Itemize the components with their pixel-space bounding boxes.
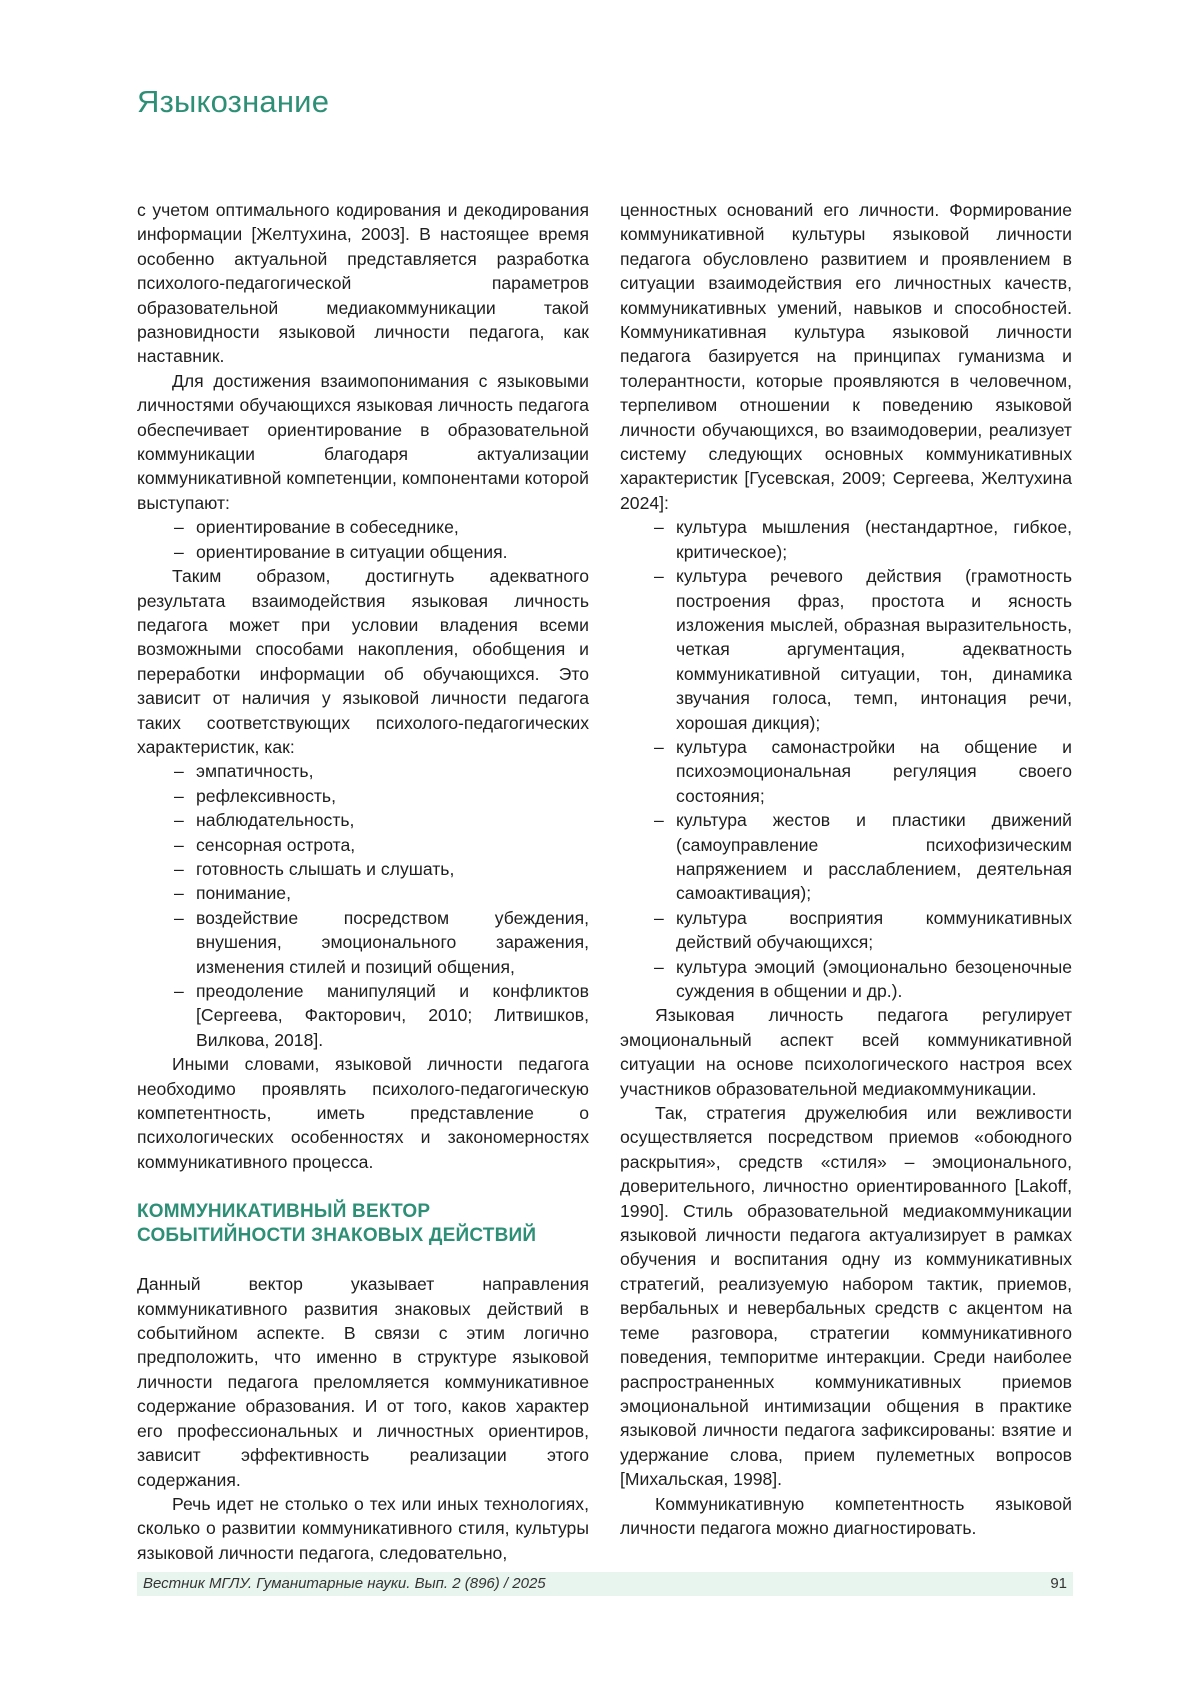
bullet-list xyxy=(620,515,1072,1003)
right-column xyxy=(620,198,1072,1540)
list-item: – культура жестов и пластики движений (самоуправление психофизическим напряжением и расслаблением, деятельная самоактивация); xyxy=(620,808,1072,906)
paragraph: Иными словами, языковой личности педагога необходимо проявлять психолого-педагогическую компетентность, иметь представление о психологических особенностях и закономерностях коммуникативного процесса. xyxy=(137,1054,589,1172)
paragraph: Языковая личность педагога регулирует эмоциональный аспект всей коммуникативной ситуации на основе психологического настроя всех участников образовательной медиакоммуникации. xyxy=(620,1005,1072,1099)
list-item: – преодоление манипуляций и конфликтов [Сергеева, Факторович, 2010; Литвишков, Вилкова, 2018]. xyxy=(137,979,589,1052)
list-item: – воздействие посредством убеждения, внушения, эмоционального заражения, изменения стилей и позиций общения, xyxy=(137,906,589,979)
left-column xyxy=(137,198,589,1565)
list-item: – готовность слышать и слушать, xyxy=(137,857,589,881)
list-item: – культура мышления (нестандартное, гибкое, критическое); xyxy=(620,515,1072,564)
paragraph: Коммуникативную компетентность языковой личности педагога можно диагностировать. xyxy=(620,1493,1072,1538)
list-item: – понимание, xyxy=(137,881,589,905)
page-footer xyxy=(137,1572,1073,1596)
list-item: – культура восприятия коммуникативных действий обучающихся; xyxy=(620,906,1072,955)
bullet-list xyxy=(137,759,589,1052)
paragraph: Для достижения взаимопонимания с языковыми личностями обучающихся языковая личность педагога обеспечивает ориентирование в образовательной коммуникации благодаря актуализации коммуникативной компетенции, компонентами которой выступают: xyxy=(137,370,589,513)
paragraph: Данный вектор указывает направления коммуникативного развития знаковых действий в событийном аспекте. В связи с этим логично предположить, что именно в структуре языковой личности педагога преломляется коммуникативное содержание образования. И от того, каков характер его профессиональных и личностных ориентиров, зависит эффективность реализации этого содержания. xyxy=(137,1274,589,1490)
list-item: – рефлексивность, xyxy=(137,784,589,808)
list-item: – культура речевого действия (грамотность построения фраз, простота и ясность изложения мыслей, образная выразительность, четкая аргументация, адекватность коммуникативной ситуации, тон, динамика звучания голоса, темп, интонация речи, хорошая дикция); xyxy=(620,564,1072,735)
paragraph: Таким образом, достигнуть адекватного результата взаимодействия языковая личность педагога может при условии владения всеми возможными способами накопления, обобщения и переработки информации об обучающихся. Это зависит от наличия у языковой личности педагога таких соответствующих психолого-педагогических характеристик, как: xyxy=(137,566,589,757)
list-item: – культура самонастройки на общение и психоэмоциональная регуляция своего состояния; xyxy=(620,735,1072,808)
list-item: – наблюдательность, xyxy=(137,808,589,832)
journal-title: Вестник МГЛУ. Гуманитарные науки. Вып. 2 (896) / 2025 xyxy=(143,1575,546,1592)
list-item: – культура эмоций (эмоционально безоценочные суждения в общении и др.). xyxy=(620,955,1072,1004)
list-item: – ориентирование в собеседнике, xyxy=(137,515,589,539)
paragraph: Речь идет не столько о тех или иных технологиях, сколько о развитии коммуникативного стиля, культуры языковой личности педагога, следовательно, xyxy=(137,1493,589,1563)
list-item: – ориентирование в ситуации общения. xyxy=(137,540,589,564)
paragraph: Так, стратегия дружелюбия или вежливости осуществляется посредством приемов «обоюдного раскрытия», средств «стиля» – эмоционального, доверительного, личностно ориентированного [Lakoff, 1990]. Стиль образовательной медиакоммуникации языковой личности педагога актуализирует в рамках обучения и воспитания одну из коммуникативных стратегий, реализуемую набором тактик, приемов, вербальных и невербальных средств с акцентом на теме разговора, стратегии коммуникативного поведения, темпоритме интеракции. Среди наиболее распространенных коммуникативных приемов эмоциональной интимизации общения в практике языковой личности педагога зафиксированы: взятие и удержание слова, прием пулеметных вопросов [Михальская, 1998]. xyxy=(620,1103,1072,1490)
list-item: – эмпатичность, xyxy=(137,759,589,783)
list-item: – сенсорная острота, xyxy=(137,833,589,857)
section-title: Языкознание xyxy=(137,84,330,119)
paragraph: ценностных оснований его личности. Формирование коммуникативной культуры языковой личности педагога обусловлено развитием и проявлением в ситуации взаимодействия его личностных качеств, коммуникативных умений, навыков и способностей. Коммуникативная культура языковой личности педагога базируется на принципах гуманизма и толерантности, которые проявляются в человечном, терпеливом отношении к поведению языковой личности обучающихся, во взаимодоверии, реализует систему следующих основных коммуникативных характеристик [Гусевская, 2009; Сергеева, Желтухина 2024]: xyxy=(620,200,1072,513)
bullet-list xyxy=(137,515,589,564)
page-number: 91 xyxy=(1050,1575,1067,1592)
paragraph: с учетом оптимального кодирования и декодирования информации [Желтухина, 2003]. В настоящее время особенно актуальной представляется разработка психолого-педагогической параметров образовательной медиакоммуникации такой разновидности языковой личности педагога, как наставник. xyxy=(137,200,589,367)
subsection-heading: КОММУНИКАТИВНЫЙ ВЕКТОР СОБЫТИЙНОСТИ ЗНАКОВЫХ ДЕЙСТВИЙ xyxy=(137,1201,537,1247)
